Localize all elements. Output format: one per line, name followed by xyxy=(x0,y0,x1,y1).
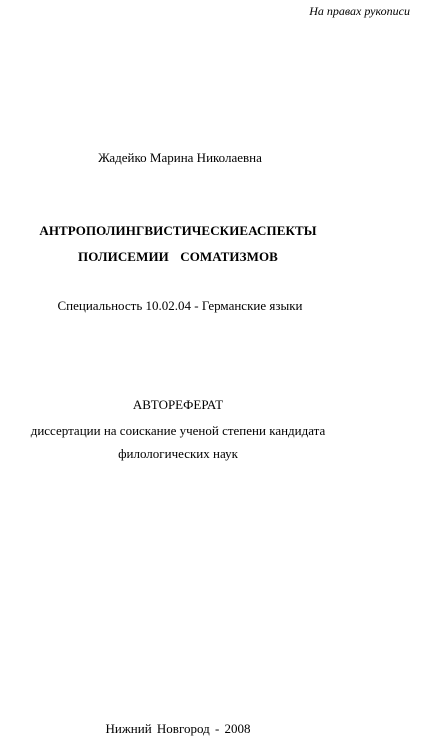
dissertation-line-2: филологических наук xyxy=(118,446,238,461)
rights-note: На правах рукописи xyxy=(309,4,410,18)
dissertation-line-1: диссертации на соискание ученой степени кандидата xyxy=(30,423,326,438)
document-type: АВТОРЕФЕРАТ xyxy=(132,397,224,412)
title-line-1: АНТРОПОЛИНГВИСТИЧЕСКИЕАСПЕКТЫ xyxy=(39,223,317,238)
specialty-line: Специальность 10.02.04 - Германские языки xyxy=(57,298,303,313)
city-year: Нижний Новгород - 2008 xyxy=(105,721,251,736)
title-line-2: ПОЛИСЕМИИ СОМАТИЗМОВ xyxy=(78,249,278,264)
author-name: Жадейко Марина Николаевна xyxy=(98,150,262,165)
